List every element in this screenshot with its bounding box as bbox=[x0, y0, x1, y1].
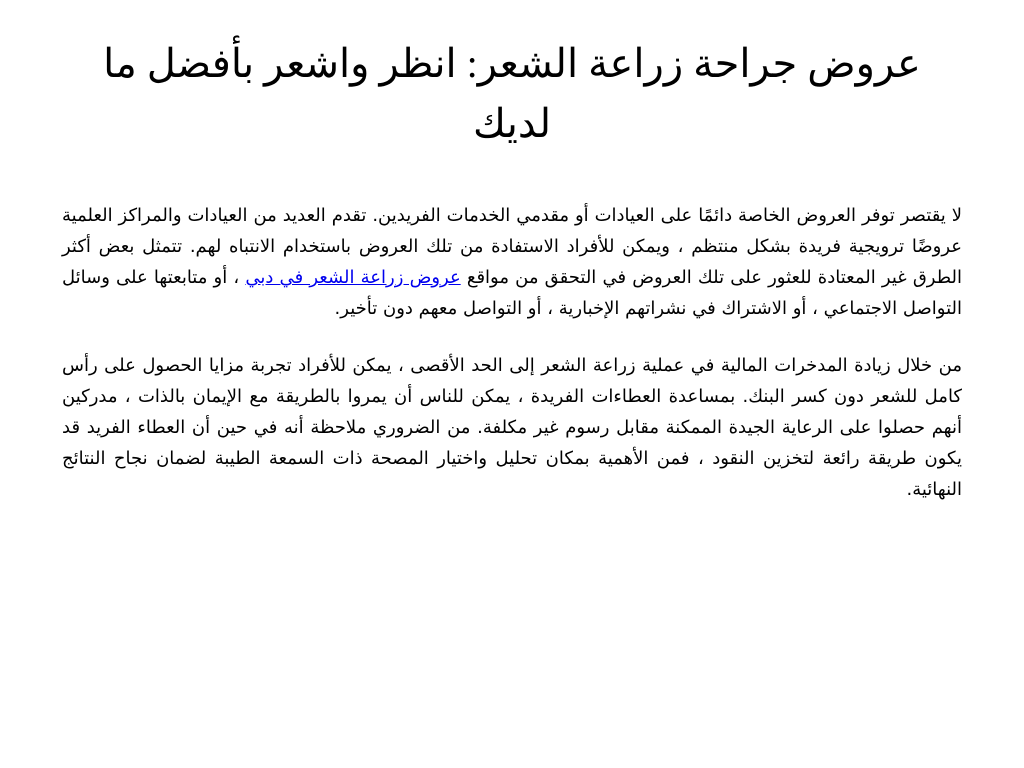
paragraph-offers bbox=[62, 200, 962, 324]
paragraph-offers-text-end: ، أو متابعتها على وسائل التواصل الاجتماعي ، أو الاشتراك في نشراتهم الإخبارية ، أو التواصل معهم دون تأخير. bbox=[62, 267, 962, 319]
paragraph-savings: من خلال زيادة المدخرات المالية في عملية زراعة الشعر إلى الحد الأقصى ، يمكن للأفراد تجربة مزايا الحصول على رأس كامل للشعر دون كسر البنك. بمساعدة العطاءات الفريدة ، يمكن للناس أن يمروا بالطريقة مع الإيمان بالذات ، مدركين أنهم حصلوا على الرعاية الجيدة الممكنة مقابل رسوم غير مكلفة. من الضروري ملاحظة أنه في حين أن العطاء الفريد قد يكون طريقة رائعة لتخزين النقود ، فمن الأهمية بمكان تحليل واختيار المصحة ذات السمعة الطيبة لضمان نجاح النتائج النهائية. bbox=[62, 355, 962, 500]
paragraph-offers-text-start: لا يقتصر توفر العروض الخاصة دائمًا على العيادات أو مقدمي الخدمات الفريدين. تقدم العديد من العيادات والمراكز العلمية عروضًا ترويجية فريدة بشكل منتظم ، ويمكن للأفراد الاستفادة من تلك العروض باستخدام الانتباه لهم. تتمثل بعض أكثر الطرق غير المعتادة للعثور على تلك العروض في التحقق من مواقع bbox=[62, 205, 962, 288]
slide-title: عروض جراحة زراعة الشعر: انظر واشعر بأفضل ما لديك bbox=[103, 41, 921, 146]
slide-body bbox=[62, 200, 962, 531]
hair-transplant-offers-link[interactable]: عروض زراعة الشعر في دبي bbox=[245, 267, 461, 288]
